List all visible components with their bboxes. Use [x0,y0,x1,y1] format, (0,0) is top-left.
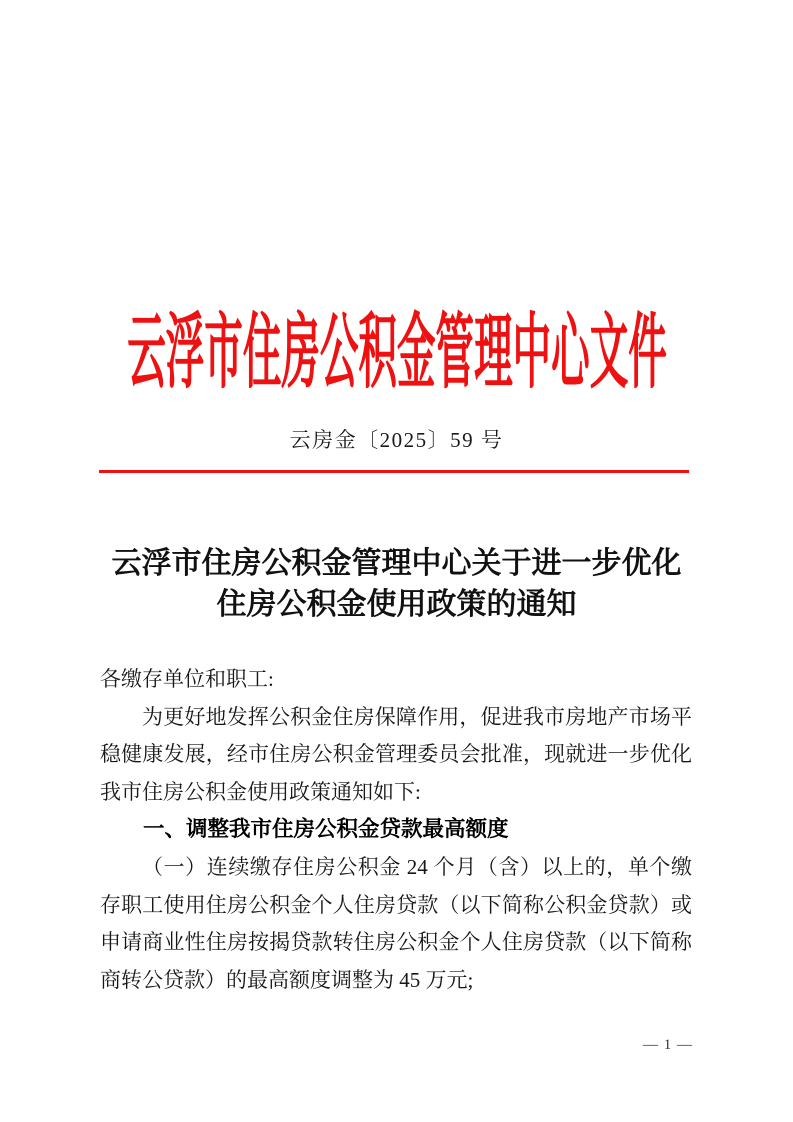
section-1-heading: 一、调整我市住房公积金贷款最高额度 [143,817,509,842]
red-divider-line [99,470,689,473]
letterhead-title: 云浮市住房公积金管理中心文件 [126,307,667,398]
document-title-line2: 住房公积金使用政策的通知 [216,588,577,621]
page-footer [643,1034,693,1056]
document-body [100,661,692,999]
letterhead [0,305,793,401]
doc-number: 云房金〔2025〕59 号 [289,428,504,452]
intro-paragraph: 为更好地发挥公积金住房保障作用，促进我市房地产市场平稳健康发展，经市住房公积金管理委员会批准，现就进一步优化我市住房公积金使用政策通知如下: [100,704,692,804]
document-title-line1: 云浮市住房公积金管理中心关于进一步优化 [111,547,682,580]
item-1-paragraph: （一）连续缴存住房公积金 24 个月（含）以上的，单个缴存职工使用住房公积金个人住房贷款（以下简称公积金贷款）或申请商业性住房按揭贷款转住房公积金个人住房贷款（以下简称商转公贷款）的最高额度调整为 45 万元; [100,854,692,992]
document-title [0,543,793,625]
page-number: — 1 — [643,1037,693,1053]
salutation: 各缴存单位和职工: [100,667,274,691]
